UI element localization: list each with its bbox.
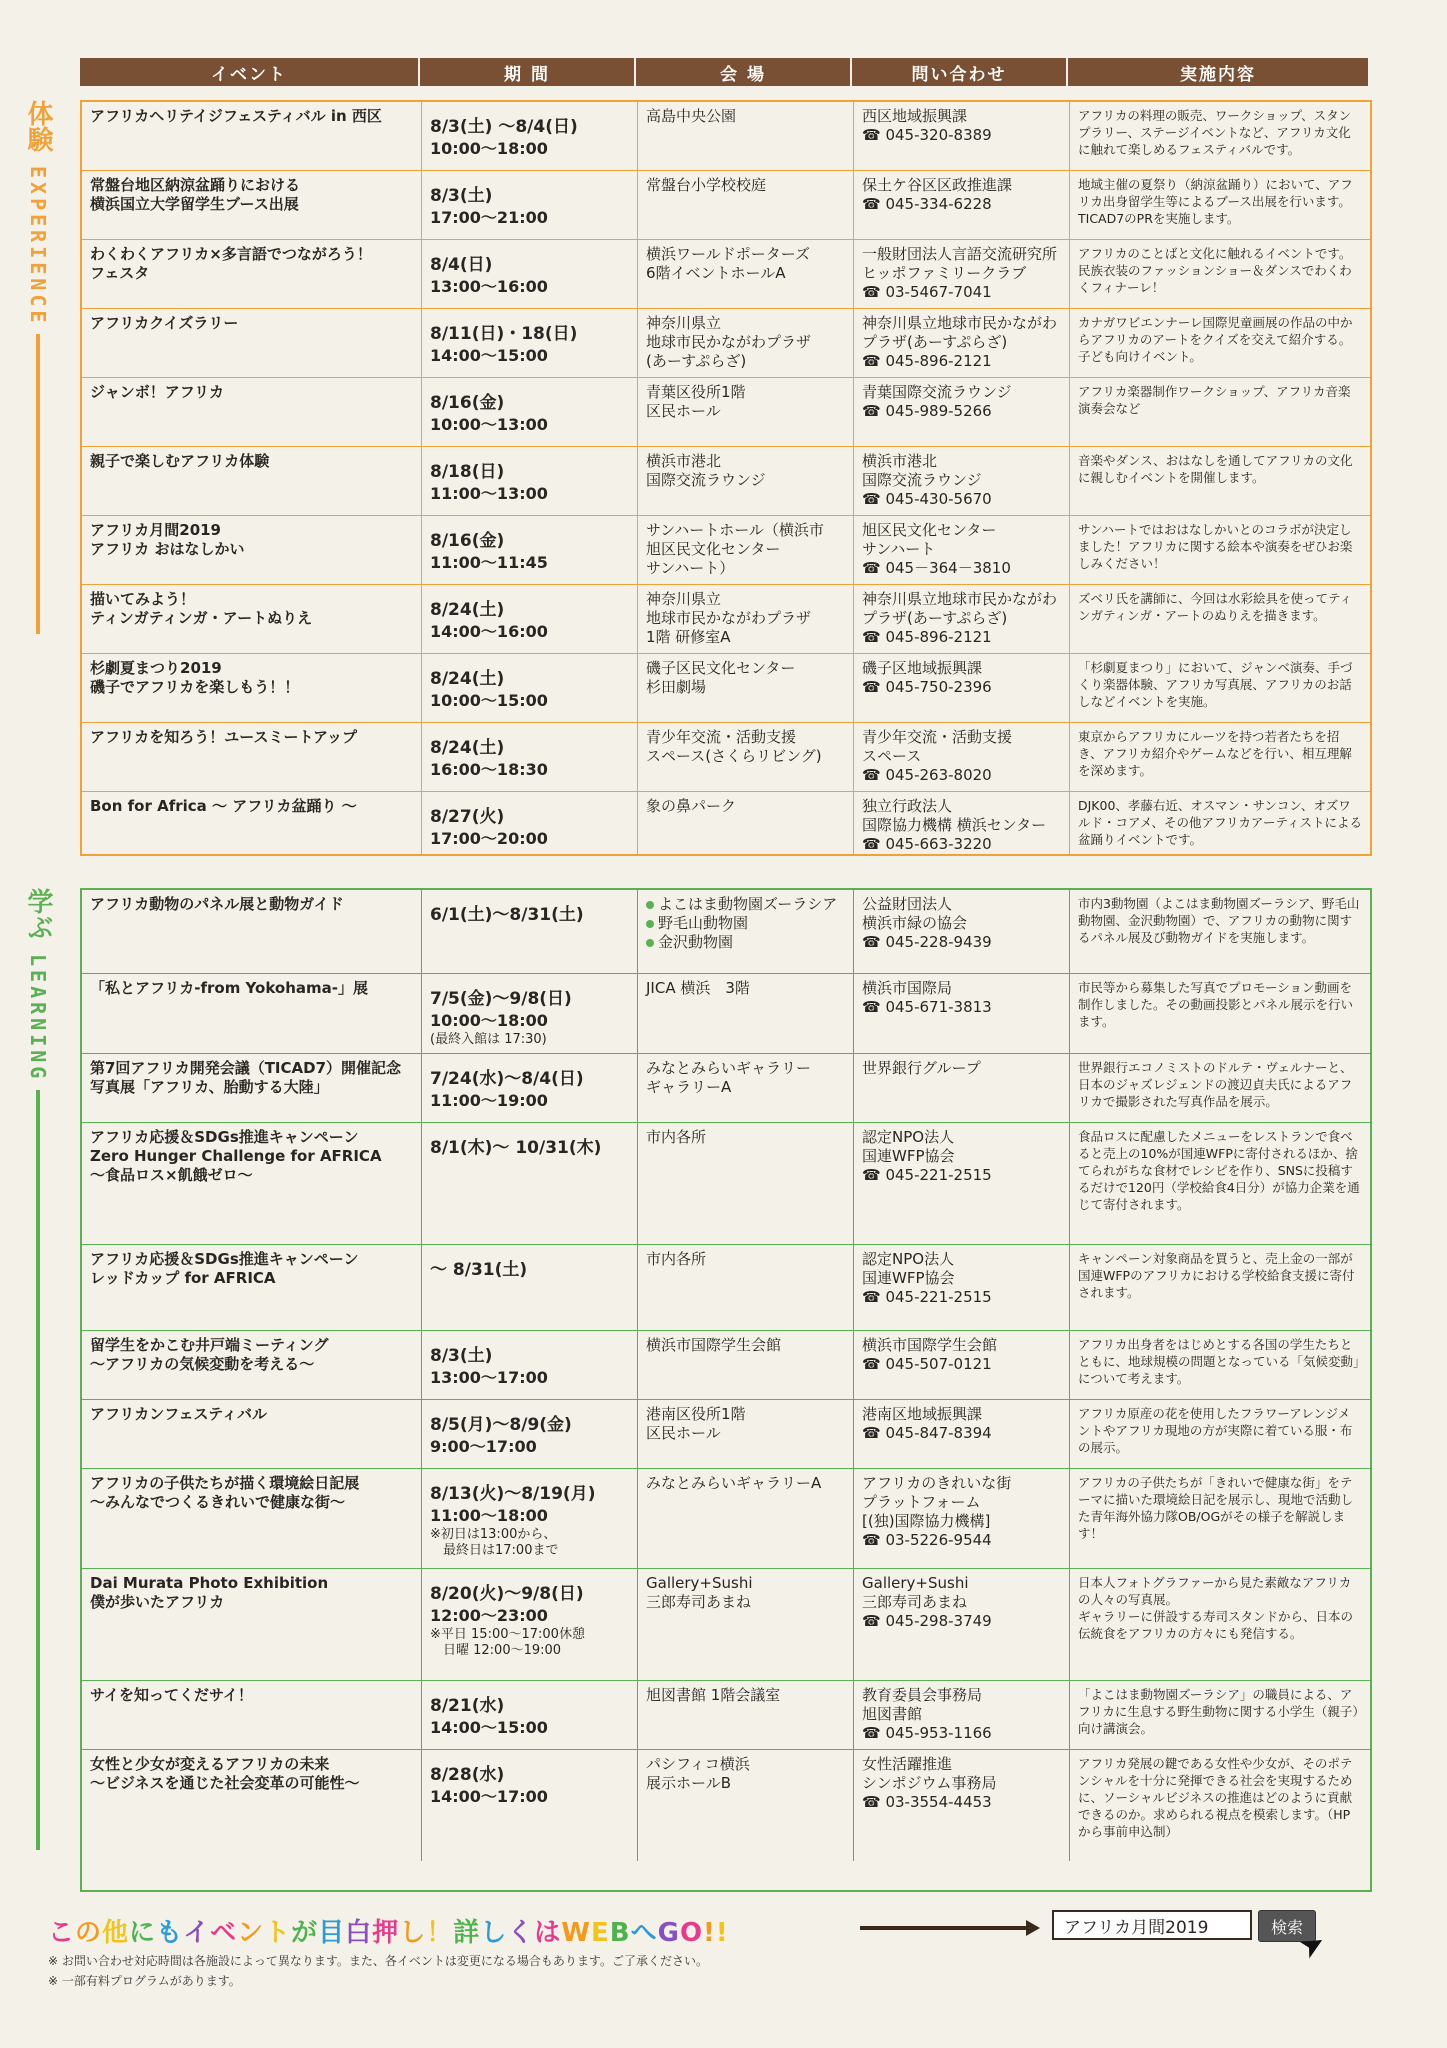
event-period <box>422 240 638 308</box>
event-name: アフリカンフェスティバル <box>82 1400 422 1468</box>
table-row <box>82 585 1370 654</box>
event-name: 「私とアフリカ-from Yokohama-」展 <box>82 974 422 1053</box>
banner-char: こ <box>48 1918 76 1948</box>
event-name: Dai Murata Photo Exhibition 僕が歩いたアフリカ <box>82 1569 422 1680</box>
event-name: サイを知ってくだサイ！ <box>82 1681 422 1749</box>
event-venue: 常盤台小学校校庭 <box>638 171 854 239</box>
event-time-note: ※平日 15:00～17:00休憩 日曜 12:00～19:00 <box>430 1627 585 1658</box>
banner-char: E <box>590 1918 610 1948</box>
event-venue: 港南区役所1階 区民ホール <box>638 1400 854 1468</box>
event-date: 8/20(火)～9/8(日) <box>430 1584 584 1604</box>
web-banner <box>48 1912 729 1949</box>
event-detail: アフリカのことばと文化に触れるイベントです。民族衣装のファッションショー＆ダンスでわくわくフィナーレ！ <box>1078 246 1352 295</box>
event-date: 8/1(木)～ 10/31(木) <box>430 1138 602 1158</box>
experience-side-label <box>20 100 56 634</box>
search-button[interactable]: 検索 <box>1258 1910 1316 1942</box>
event-venue: JICA 横浜 3階 <box>638 974 854 1053</box>
event-period <box>422 309 638 377</box>
event-contact: 神奈川県立地球市民かながわ プラザ(あーすぷらざ) ☎ 045-896-2121 <box>854 585 1070 653</box>
event-period <box>422 1123 638 1244</box>
event-period <box>422 890 638 973</box>
event-time: 13:00～16:00 <box>430 277 548 296</box>
banner-char: 白 <box>345 1918 373 1948</box>
event-period <box>422 1245 638 1330</box>
banner-char: ベ <box>210 1918 238 1948</box>
event-contact: 横浜市国際学生会館 ☎ 045-507-0121 <box>854 1331 1070 1399</box>
experience-section <box>80 100 1372 856</box>
event-period <box>422 723 638 791</box>
event-period <box>422 1331 638 1399</box>
table-row <box>82 1054 1370 1123</box>
event-venue: パシフィコ横浜 展示ホールB <box>638 1750 854 1861</box>
event-name: 第7回アフリカ開発会議（TICAD7）開催記念 写真展「アフリカ、胎動する大陸」 <box>82 1054 422 1122</box>
event-name: アフリカ動物のパネル展と動物ガイド <box>82 890 422 973</box>
banner-char: W <box>561 1918 591 1948</box>
banner-char: ! <box>715 1918 729 1948</box>
table-header <box>80 58 1370 86</box>
arrow-line <box>860 1926 1030 1930</box>
event-name: アフリカクイズラリー <box>82 309 422 377</box>
event-period <box>422 1054 638 1122</box>
event-period <box>422 1569 638 1680</box>
event-name: 常盤台地区納涼盆踊りにおける 横浜国立大学留学生ブース出展 <box>82 171 422 239</box>
table-row <box>82 974 1370 1054</box>
table-row <box>82 516 1370 585</box>
venue-list-item <box>646 914 845 933</box>
event-detail: 地域主催の夏祭り（納涼盆踊り）において、アフリカ出身留学生等によるブース出展を行います。TICAD7のPRを実施します。 <box>1078 177 1353 226</box>
event-venue: 青葉区役所1階 区民ホール <box>638 378 854 446</box>
event-contact: 認定NPO法人 国連WFP協会 ☎ 045-221-2515 <box>854 1123 1070 1244</box>
learning-side-bar <box>36 1090 40 1850</box>
event-detail: 音楽やダンス、おはなしを通してアフリカの文化に親しむイベントを開催します。 <box>1078 453 1353 485</box>
event-name: 留学生をかこむ井戸端ミーティング ～アフリカの気候変動を考える～ <box>82 1331 422 1399</box>
event-name: 女性と少女が変えるアフリカの未来 ～ビジネスを通じた社会変革の可能性～ <box>82 1750 422 1861</box>
event-detail: 日本人フォトグラファーから見た素敵なアフリカの人々の写真展。 ギャラリーに併設する寿司スタンドから、日本の伝統食をアフリカの方々にも発信する。 <box>1078 1575 1354 1641</box>
event-contact: 神奈川県立地球市民かながわ プラザ(あーすぷらざ) ☎ 045-896-2121 <box>854 309 1070 377</box>
event-name: Bon for Africa ～ アフリカ盆踊り ～ <box>82 792 422 854</box>
banner-char: ！ <box>426 1918 454 1948</box>
event-date: 8/27(火) <box>430 807 505 827</box>
event-time: 14:00～15:00 <box>430 1718 548 1737</box>
event-time: 13:00～17:00 <box>430 1368 548 1387</box>
event-date: ～ 8/31(土) <box>430 1260 528 1280</box>
banner-char: し <box>399 1918 427 1948</box>
table-row <box>82 240 1370 309</box>
learning-label-en: LEARNING <box>26 954 50 1083</box>
banner-char: B <box>609 1918 631 1948</box>
table-row <box>82 102 1370 171</box>
bullet-dot-icon <box>646 939 654 947</box>
event-period <box>422 585 638 653</box>
banner-char: 目 <box>318 1918 346 1948</box>
venue-list-text: 野毛山動物園 <box>658 914 749 932</box>
banner-char: 詳 <box>453 1918 481 1948</box>
event-detail: アフリカ発展の鍵である女性や少女が、そのポテンシャルを十分に発揮できる社会を実現するために、ソーシャルビジネスの推進はどのように貢献できるのか。求められる視点を模索します。（HPから事前申込制） <box>1078 1756 1353 1839</box>
header-contact: 問い合わせ <box>852 58 1068 86</box>
event-date: 8/28(水) <box>430 1765 505 1785</box>
banner-char: ト <box>264 1918 292 1948</box>
event-contact: 港南区地域振興課 ☎ 045-847-8394 <box>854 1400 1070 1468</box>
header-detail: 実施内容 <box>1068 58 1370 86</box>
event-time: 10:00～13:00 <box>430 415 548 434</box>
venue-list-text: よこはま動物園ズーラシア <box>658 895 838 913</box>
event-time: 14:00～15:00 <box>430 346 548 365</box>
event-time: 9:00～17:00 <box>430 1437 537 1456</box>
event-time: 11:00～13:00 <box>430 484 548 503</box>
event-period <box>422 1750 638 1861</box>
event-contact: 認定NPO法人 国連WFP協会 ☎ 045-221-2515 <box>854 1245 1070 1330</box>
event-venue: 神奈川県立 地球市民かながわプラザ (あーすぷらざ) <box>638 309 854 377</box>
event-time: 11:00～18:00 <box>430 1506 548 1525</box>
table-row <box>82 1681 1370 1750</box>
event-name: アフリカ応援＆SDGs推進キャンペーン Zero Hunger Challenge for AFRICA ～食品ロス×飢餓ゼロ～ <box>82 1123 422 1244</box>
experience-label-jp: 体験 <box>23 100 53 152</box>
table-row <box>82 1123 1370 1245</box>
event-date: 8/3(土) ～8/4(日) <box>430 117 578 137</box>
experience-side-bar <box>36 334 40 634</box>
learning-label-jp: 学ぶ <box>23 888 53 940</box>
event-time: 10:00～18:00 <box>430 139 548 158</box>
event-venue: サンハートホール（横浜市 旭区民文化センター サンハート） <box>638 516 854 584</box>
event-period <box>422 516 638 584</box>
event-venue: 旭図書館 1階会議室 <box>638 1681 854 1749</box>
event-date: 8/13(火)～8/19(月) <box>430 1484 596 1504</box>
event-period <box>422 171 638 239</box>
event-period <box>422 102 638 170</box>
event-venue: Gallery+Sushi 三郎寿司あまね <box>638 1569 854 1680</box>
event-name: 親子で楽しむアフリカ体験 <box>82 447 422 515</box>
header-period: 期 間 <box>420 58 636 86</box>
banner-char: へ <box>630 1918 658 1948</box>
event-contact: 青葉国際交流ラウンジ ☎ 045-989-5266 <box>854 378 1070 446</box>
venue-list-item <box>646 895 845 914</box>
banner-char: ン <box>237 1918 265 1948</box>
event-venue: 磯子区民文化センター 杉田劇場 <box>638 654 854 722</box>
event-detail: アフリカ出身者をはじめとする各国の学生たちとともに、地球規模の問題となっている「気候変動」について考えます。 <box>1078 1337 1360 1386</box>
event-time: 17:00～20:00 <box>430 829 548 848</box>
table-row <box>82 1331 1370 1400</box>
event-time: 16:00～18:30 <box>430 760 548 779</box>
event-contact: 世界銀行グループ <box>854 1054 1070 1122</box>
banner-char: 他 <box>102 1918 130 1948</box>
venue-list-text: 金沢動物園 <box>658 933 734 951</box>
search-box[interactable]: アフリカ月間2019 <box>1052 1910 1252 1940</box>
banner-char: く <box>507 1918 535 1948</box>
banner-char: 押 <box>372 1918 400 1948</box>
learning-section <box>80 888 1372 1892</box>
banner-char: の <box>75 1918 103 1948</box>
event-detail: アフリカの料理の販売、ワークショップ、スタンプラリー、ステージイベントなど、アフリカ文化に触れて楽しめるフェスティバルです。 <box>1078 108 1352 157</box>
event-contact: 保土ケ谷区区政推進課 ☎ 045-334-6228 <box>854 171 1070 239</box>
event-detail: 「よこはま動物園ズーラシア」の職員による、アフリカに生息する野生動物に関する小学生（親子）向け講演会。 <box>1078 1687 1359 1736</box>
experience-label-en: EXPERIENCE <box>26 166 50 327</box>
event-date: 8/3(土) <box>430 1346 493 1366</box>
event-detail: 食品ロスに配慮したメニューをレストランで食べると売上の10%が国連WFPに寄付されるほか、捨てられがちな食材でレシピを作り、SNSに投稿するだけで120円（学校給食4日分）が協力企業を通じて寄付されます。 <box>1078 1129 1360 1212</box>
event-contact: 旭区民文化センター サンハート ☎ 045－364－3810 <box>854 516 1070 584</box>
event-date: 8/24(土) <box>430 600 505 620</box>
banner-char: に <box>129 1918 157 1948</box>
table-row <box>82 890 1370 974</box>
event-name: わくわくアフリカ×多言語でつながろう！ フェスタ <box>82 240 422 308</box>
event-time: 11:00～19:00 <box>430 1091 548 1110</box>
banner-char: O <box>679 1918 704 1948</box>
event-date: 6/1(土)～8/31(土) <box>430 905 584 925</box>
event-contact: 女性活躍推進 シンポジウム事務局 ☎ 03-3554-4453 <box>854 1750 1070 1861</box>
event-contact: 教育委員会事務局 旭図書館 ☎ 045-953-1166 <box>854 1681 1070 1749</box>
event-venue: みなとみらいギャラリーA <box>638 1469 854 1568</box>
event-time: 14:00～16:00 <box>430 622 548 641</box>
event-detail: アフリカ原産の花を使用したフラワーアレンジメントやアフリカ現地の方が実際に着ている服・布の展示。 <box>1078 1406 1353 1455</box>
learning-side-label <box>20 888 56 1850</box>
event-contact: 磯子区地域振興課 ☎ 045-750-2396 <box>854 654 1070 722</box>
event-contact: 青少年交流・活動支援 スペース ☎ 045-263-8020 <box>854 723 1070 791</box>
cursor-arrow-icon: ➤ <box>1292 1924 1333 1967</box>
event-date: 8/21(水) <box>430 1696 505 1716</box>
event-time: 14:00～17:00 <box>430 1787 548 1806</box>
banner-char: ! <box>703 1918 716 1948</box>
event-date: 7/24(水)～8/4(日) <box>430 1069 584 1089</box>
event-detail: 東京からアフリカにルーツを持つ若者たちを招き、アフリカ紹介やゲームなどを行い、相互理解を深めます。 <box>1078 729 1352 778</box>
event-contact: 公益財団法人 横浜市緑の協会 ☎ 045-228-9439 <box>854 890 1070 973</box>
event-contact: 一般財団法人言語交流研究所 ヒッポファミリークラブ ☎ 03-5467-7041 <box>854 240 1070 308</box>
header-event: イベント <box>80 58 420 86</box>
banner-char: も <box>156 1918 184 1948</box>
event-time: 10:00～15:00 <box>430 691 548 710</box>
table-row <box>82 447 1370 516</box>
event-date: 8/24(土) <box>430 669 505 689</box>
event-contact: アフリカのきれいな街 プラットフォーム [(独)国際協力機構] ☎ 03-5226-9544 <box>854 1469 1070 1568</box>
bullet-dot-icon <box>646 901 654 909</box>
event-detail: キャンペーン対象商品を買うと、売上金の一部が国連WFPのアフリカにおける学校給食支援に寄付されます。 <box>1078 1251 1355 1300</box>
event-venue: 神奈川県立 地球市民かながわプラザ 1階 研修室A <box>638 585 854 653</box>
event-venue: 市内各所 <box>638 1123 854 1244</box>
event-venue <box>638 890 854 973</box>
event-venue: 横浜市国際学生会館 <box>638 1331 854 1399</box>
event-detail: 市内3動物園（よこはま動物園ズーラシア、野毛山動物園、金沢動物園）で、アフリカの動物に関するパネル展及び動物ガイドを実施します。 <box>1078 896 1360 945</box>
banner-char: イ <box>183 1918 211 1948</box>
event-name: ジャンボ！アフリカ <box>82 378 422 446</box>
event-time-note: (最終入館は 17:30) <box>430 1032 547 1047</box>
table-row <box>82 171 1370 240</box>
event-date: 8/5(月)～8/9(金) <box>430 1415 572 1435</box>
event-detail: アフリカ楽器制作ワークショップ、アフリカ音楽演奏会など <box>1078 384 1351 416</box>
event-name: 杉劇夏まつり2019 磯子でアフリカを楽しもう！！ <box>82 654 422 722</box>
event-detail: 世界銀行エコノミストのドルテ・ヴェルナーと、日本のジャズレジェンドの渡辺貞夫氏によるアフリカで撮影された写真作品を展示。 <box>1078 1060 1353 1109</box>
event-time: 12:00～23:00 <box>430 1606 548 1625</box>
event-date: 8/4(日) <box>430 255 493 275</box>
event-date: 8/16(金) <box>430 531 505 551</box>
table-row <box>82 1569 1370 1681</box>
event-contact: 西区地域振興課 ☎ 045-320-8389 <box>854 102 1070 170</box>
table-row <box>82 309 1370 378</box>
event-period <box>422 1469 638 1568</box>
event-name: アフリカ応援＆SDGs推進キャンペーン レッドカップ for AFRICA <box>82 1245 422 1330</box>
event-date: 8/18(日) <box>430 462 505 482</box>
event-time-note: ※初日は13:00から、 最終日は17:00まで <box>430 1527 559 1558</box>
event-period <box>422 654 638 722</box>
event-detail: 「杉劇夏まつり」において、ジャンベ演奏、手づくり楽器体験、アフリカ写真展、アフリカのお話しなどイベントを実施。 <box>1078 660 1353 709</box>
event-venue: 横浜ワールドポーターズ 6階イベントホールA <box>638 240 854 308</box>
event-name: アフリカの子供たちが描く環境絵日記展 ～みんなでつくるきれいで健康な街～ <box>82 1469 422 1568</box>
event-date: 8/24(土) <box>430 738 505 758</box>
table-row <box>82 1400 1370 1469</box>
event-detail: 市民等から募集した写真でプロモーション動画を制作しました。その動画投影とパネル展示を行います。 <box>1078 980 1354 1029</box>
table-row <box>82 654 1370 723</box>
event-contact: 独立行政法人 国際協力機構 横浜センター ☎ 045-663-3220 <box>854 792 1070 854</box>
event-detail: サンハートではおはなしかいとのコラボが決定しました！アフリカに関する絵本や演奏をぜひお楽しみください！ <box>1078 522 1353 571</box>
event-contact: Gallery+Sushi 三郎寿司あまね ☎ 045-298-3749 <box>854 1569 1070 1680</box>
event-period <box>422 974 638 1053</box>
table-row <box>82 1469 1370 1569</box>
event-detail: アフリカの子供たちが「きれいで健康な街」をテーマに描いた環境絵日記を展示し、現地で活動した青年海外協力隊OB/OGがその様子を解説します！ <box>1078 1475 1354 1541</box>
event-date: 8/11(日)・18(日) <box>430 324 578 344</box>
table-row <box>82 792 1370 854</box>
event-venue: みなとみらいギャラリー ギャラリーA <box>638 1054 854 1122</box>
event-detail: ズベリ氏を講師に、今回は水彩絵具を使ってティンガティンガ・アートのぬりえを描きます。 <box>1078 591 1353 623</box>
event-venue: 市内各所 <box>638 1245 854 1330</box>
bullet-dot-icon <box>646 920 654 928</box>
venue-list-item <box>646 933 845 952</box>
header-venue: 会 場 <box>636 58 852 86</box>
event-venue: 高島中央公園 <box>638 102 854 170</box>
event-venue: 横浜市港北 国際交流ラウンジ <box>638 447 854 515</box>
event-contact: 横浜市国際局 ☎ 045-671-3813 <box>854 974 1070 1053</box>
table-row <box>82 723 1370 792</box>
event-date: 7/5(金)～9/8(日) <box>430 989 572 1009</box>
event-time: 10:00～18:00 <box>430 1011 548 1030</box>
footer-note-1: ※ お問い合わせ対応時間は各施設によって異なります。また、各イベントは変更になる場合もあります。ご了承ください。 <box>48 1954 708 1968</box>
banner-char: G <box>657 1918 680 1948</box>
table-row <box>82 1750 1370 1861</box>
event-period <box>422 447 638 515</box>
event-period <box>422 378 638 446</box>
event-detail: DJK00、孝藤右近、オスマン・サンコン、オズワルド・コアメ、その他アフリカアーティストによる盆踊りイベントです。 <box>1078 798 1363 847</box>
event-date: 8/16(金) <box>430 393 505 413</box>
event-venue: 象の鼻パーク <box>638 792 854 854</box>
event-time: 17:00～21:00 <box>430 208 548 227</box>
event-name: アフリカヘリテイジフェスティバル in 西区 <box>82 102 422 170</box>
event-name: アフリカを知ろう！ユースミートアップ <box>82 723 422 791</box>
event-date: 8/3(土) <box>430 186 493 206</box>
banner-char: し <box>480 1918 508 1948</box>
event-name: アフリカ月間2019 アフリカ おはなしかい <box>82 516 422 584</box>
arrow-right-icon <box>1026 1920 1040 1936</box>
event-period <box>422 1400 638 1468</box>
footer-note-2: ※ 一部有料プログラムがあります。 <box>48 1974 241 1988</box>
event-time: 11:00～11:45 <box>430 553 548 572</box>
table-row <box>82 1245 1370 1331</box>
table-row <box>82 378 1370 447</box>
event-period <box>422 792 638 854</box>
banner-char: は <box>534 1918 562 1948</box>
event-period <box>422 1681 638 1749</box>
banner-char: が <box>291 1918 319 1948</box>
event-venue: 青少年交流・活動支援 スペース(さくらリビング) <box>638 723 854 791</box>
event-detail: カナガワビエンナーレ国際児童画展の作品の中からアフリカのアートをクイズを交えて紹介する。子ども向けイベント。 <box>1078 315 1353 364</box>
event-contact: 横浜市港北 国際交流ラウンジ ☎ 045-430-5670 <box>854 447 1070 515</box>
event-name: 描いてみよう！ ティンガティンガ・アートぬりえ <box>82 585 422 653</box>
